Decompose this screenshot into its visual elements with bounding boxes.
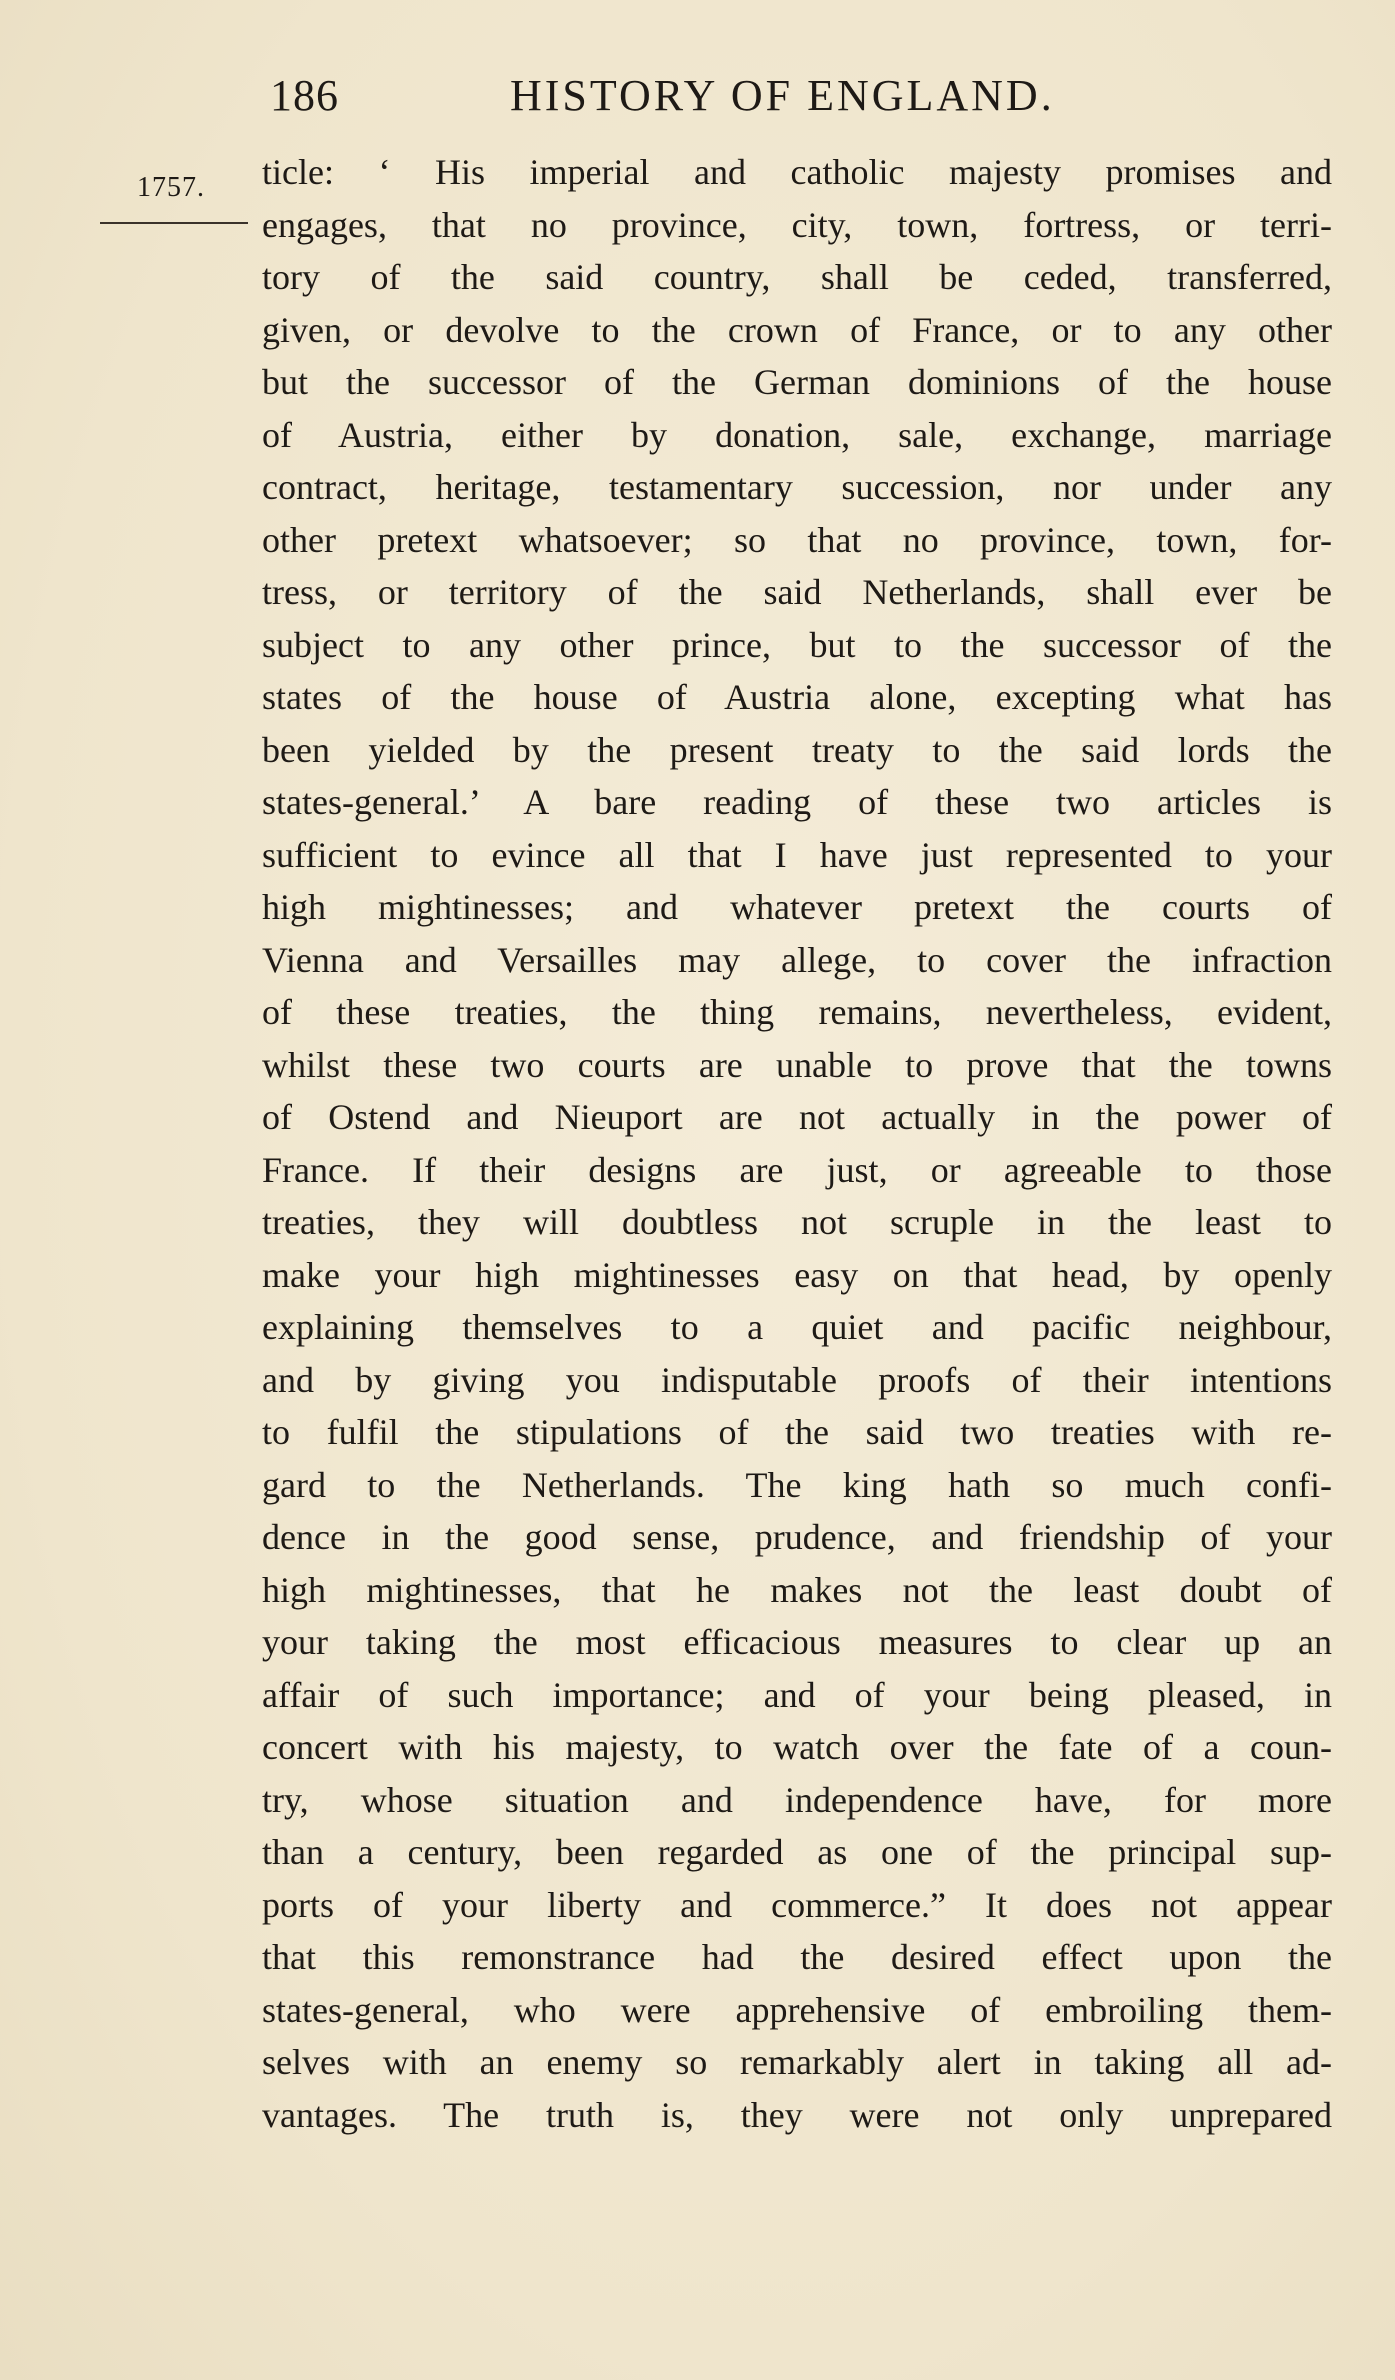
text-line: states-general.’ A bare reading of these two articles is	[262, 782, 1332, 822]
text-line: contract, heritage, testamentary succession, nor under any	[262, 467, 1332, 507]
text-line: ports of your liberty and commerce.” It does not appear	[262, 1884, 1332, 1925]
text-line: selves with an enemy so remarkably alert in taking all ad-	[262, 2042, 1332, 2082]
text-line: of Austria, either by donation, sale, exchange, marriage	[262, 414, 1332, 455]
margin-rule	[100, 222, 248, 224]
text-line: dence in the good sense, prudence, and friendship of your	[262, 1517, 1332, 1557]
text-line: states-general, who were apprehensive of embroiling them-	[262, 1989, 1332, 2030]
text-line: whilst these two courts are unable to prove that the towns	[262, 1044, 1332, 1085]
text-line: to fulfil the stipulations of the said two treaties with re-	[262, 1412, 1332, 1452]
text-line: France. If their designs are just, or agreeable to those	[262, 1149, 1332, 1190]
text-line: but the successor of the German dominions of the house	[262, 362, 1332, 402]
text-line: high mightinesses; and whatever pretext the courts of	[262, 887, 1332, 927]
text-line: sufficient to evince all that I have just represented to your	[262, 834, 1332, 875]
text-line: given, or devolve to the crown of France, or to any other	[262, 309, 1332, 350]
text-line: high mightinesses, that he makes not the least doubt of	[262, 1569, 1332, 1610]
text-line: gard to the Netherlands. The king hath so much confi-	[262, 1464, 1332, 1505]
text-line: of Ostend and Nieuport are not actually in the power of	[262, 1097, 1332, 1137]
text-line: states of the house of Austria alone, excepting what has	[262, 677, 1332, 717]
text-line: than a century, been regarded as one of the principal sup-	[262, 1832, 1332, 1872]
text-line: and by giving you indisputable proofs of their intentions	[262, 1359, 1332, 1400]
text-line: your taking the most efficacious measures to clear up an	[262, 1622, 1332, 1662]
text-line: subject to any other prince, but to the successor of the	[262, 624, 1332, 665]
page-number: 186	[270, 71, 339, 120]
margin-year-note: 1757.	[137, 172, 205, 203]
text-line: Vienna and Versailles may allege, to cover the infraction	[262, 939, 1332, 980]
page-header	[262, 70, 1332, 130]
text-line: of these treaties, the thing remains, nevertheless, evident,	[262, 992, 1332, 1032]
running-title: HISTORY OF ENGLAND.	[510, 71, 1055, 120]
text-line: engages, that no province, city, town, fortress, or terri-	[262, 204, 1332, 245]
text-line: tress, or territory of the said Netherlands, shall ever be	[262, 572, 1332, 612]
text-line: try, whose situation and independence have, for more	[262, 1779, 1332, 1820]
body-text	[262, 146, 1332, 2141]
text-line: tory of the said country, shall be ceded, transferred,	[262, 257, 1332, 297]
text-line: that this remonstrance had the desired effect upon the	[262, 1937, 1332, 1977]
text-line: concert with his majesty, to watch over the fate of a coun-	[262, 1727, 1332, 1767]
text-line: been yielded by the present treaty to the said lords the	[262, 729, 1332, 770]
text-line: ticle: ‘ His imperial and catholic majesty promises and	[262, 152, 1332, 192]
text-line: affair of such importance; and of your being pleased, in	[262, 1674, 1332, 1715]
text-line: make your high mightinesses easy on that head, by openly	[262, 1254, 1332, 1295]
text-line: explaining themselves to a quiet and pacific neighbour,	[262, 1307, 1332, 1347]
text-line: treaties, they will doubtless not scruple in the least to	[262, 1202, 1332, 1242]
text-line: vantages. The truth is, they were not only unprepared	[262, 2094, 1332, 2135]
text-line: other pretext whatsoever; so that no province, town, for-	[262, 519, 1332, 560]
